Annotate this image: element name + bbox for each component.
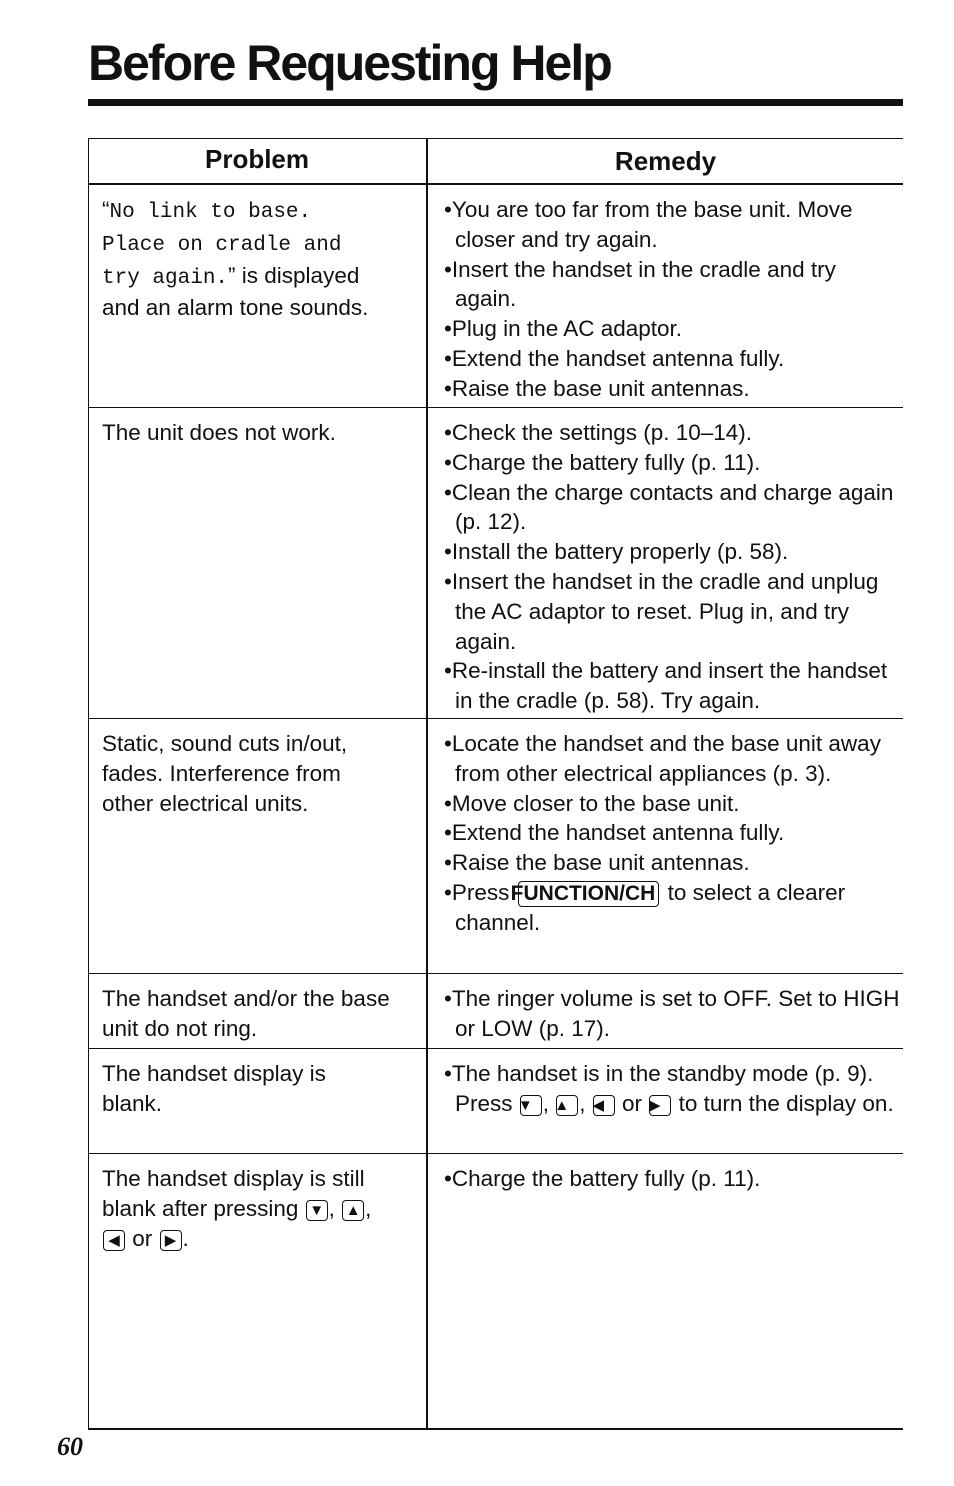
remedy-item <box>444 195 903 255</box>
remedy-item <box>444 818 903 848</box>
remedy-item <box>444 374 903 404</box>
display-message-text: Place on cradle and <box>102 233 342 257</box>
remedy-text: •Clean the charge contacts and charge again (p. 12). <box>444 479 894 535</box>
problem-cell <box>102 1164 422 1253</box>
function-ch-key: FUNCTION/CH <box>518 881 660 907</box>
up-arrow-key-icon: ▲ <box>556 1095 578 1116</box>
problem-text: The handset and/or the base <box>102 986 390 1011</box>
down-arrow-key-icon: ▼ <box>520 1095 542 1116</box>
display-message-text: try again. <box>102 266 229 290</box>
remedy-text: •Plug in the AC adaptor. <box>444 316 683 342</box>
remedy-text: •Extend the handset antenna fully. <box>444 820 785 846</box>
remedy-text: •Charge the battery fully (p. 11). <box>444 1166 761 1191</box>
page-number: 60 <box>57 1432 83 1461</box>
problem-text: other electrical units. <box>102 790 309 816</box>
remedy-item <box>444 1164 903 1194</box>
problem-cell <box>102 1059 422 1119</box>
table-row <box>88 719 903 974</box>
troubleshooting-table <box>88 138 903 1430</box>
problem-text: , <box>365 1195 372 1221</box>
remedy-item <box>444 448 903 478</box>
remedy-text: •Insert the handset in the cradle and unplug the AC adaptor to reset. Plug in, and try again. <box>444 568 879 654</box>
problem-text: The handset display is still <box>102 1166 365 1191</box>
remedy-item <box>444 878 903 938</box>
remedy-text: •Re-install the battery and insert the handset in the cradle (p. 58). Try again. <box>444 658 888 714</box>
remedy-text: •Insert the handset in the cradle and try again. <box>444 256 836 312</box>
problem-cell <box>102 984 422 1044</box>
remedy-text: •You are too far from the base unit. Move closer and try again. <box>444 197 853 252</box>
problem-cell <box>102 418 422 448</box>
remedy-text: •Install the battery properly (p. 58). <box>444 539 789 565</box>
display-message-text: No link to base. <box>109 201 312 224</box>
remedy-item <box>444 848 903 878</box>
problem-text: or <box>126 1225 159 1251</box>
remedy-text: to turn the display on. <box>672 1090 894 1116</box>
remedy-item <box>444 255 903 315</box>
remedy-item <box>444 537 903 567</box>
remedy-text: , <box>542 1090 556 1116</box>
problem-text: ” is displayed <box>228 262 360 288</box>
remedy-text: to select a clearer channel. <box>455 879 846 935</box>
problem-text: “ <box>102 197 110 222</box>
right-arrow-key-icon: ▶ <box>649 1095 671 1116</box>
problem-text: The unit does not work. <box>102 420 336 445</box>
problem-text: Static, sound cuts in/out, <box>102 731 348 756</box>
problem-text: and an alarm tone sounds. <box>102 295 369 321</box>
problem-text: fades. Interference from <box>102 760 341 786</box>
remedy-cell <box>444 418 903 716</box>
remedy-text: •Extend the handset antenna fully. <box>444 345 785 371</box>
table-row <box>88 1154 903 1430</box>
remedy-item <box>444 314 903 344</box>
remedy-text: •Move closer to the base unit. <box>444 790 740 816</box>
table-row <box>88 974 903 1049</box>
remedy-text: •The ringer volume is set to OFF. Set to HIGH or LOW (p. 17). <box>444 986 900 1041</box>
remedy-item <box>444 729 903 789</box>
remedy-text: •Raise the base unit antennas. <box>444 850 750 876</box>
remedy-cell <box>444 1164 903 1194</box>
title-rule <box>88 99 903 106</box>
remedy-item <box>444 478 903 538</box>
remedy-cell <box>444 729 903 938</box>
remedy-item <box>444 789 903 819</box>
remedy-text: •Charge the battery fully (p. 11). <box>444 449 761 475</box>
problem-text: , <box>328 1195 342 1221</box>
problem-cell <box>102 729 422 818</box>
remedy-cell <box>444 1059 903 1119</box>
remedy-text: or <box>615 1090 649 1116</box>
remedy-text: •Press <box>444 879 516 905</box>
problem-cell <box>102 195 422 323</box>
remedy-text: •Locate the handset and the base unit away from other electrical appliances (p. 3). <box>444 731 881 786</box>
left-arrow-key-icon: ◀ <box>103 1230 125 1251</box>
remedy-item <box>444 1059 903 1119</box>
problem-text: blank. <box>102 1090 163 1116</box>
problem-column-header: Problem <box>204 144 310 174</box>
page-title: Before Requesting Help <box>88 35 611 91</box>
problem-text: . <box>182 1225 189 1251</box>
table-row <box>88 408 903 719</box>
remedy-item <box>444 984 903 1044</box>
problem-text: blank after pressing <box>102 1195 305 1221</box>
remedy-text: , <box>579 1090 592 1116</box>
problem-text: The handset display is <box>102 1061 326 1086</box>
table-row <box>88 1049 903 1154</box>
remedy-item <box>444 567 903 656</box>
table-row <box>88 185 903 408</box>
down-arrow-key-icon: ▼ <box>306 1200 328 1221</box>
remedy-text: •Check the settings (p. 10–14). <box>444 420 753 445</box>
remedy-text: •Raise the base unit antennas. <box>444 375 750 401</box>
left-arrow-key-icon: ◀ <box>593 1095 615 1116</box>
table-header <box>88 138 903 185</box>
right-arrow-key-icon: ▶ <box>160 1230 182 1251</box>
up-arrow-key-icon: ▲ <box>342 1200 364 1221</box>
remedy-cell <box>444 195 903 404</box>
remedy-text: •The handset is in the standby mode (p. 9). Press <box>444 1061 874 1116</box>
problem-text: unit do not ring. <box>102 1015 258 1041</box>
remedy-cell <box>444 984 903 1044</box>
remedy-item <box>444 656 903 716</box>
remedy-item <box>444 418 903 448</box>
remedy-column-header: Remedy <box>614 146 717 176</box>
remedy-item <box>444 344 903 374</box>
